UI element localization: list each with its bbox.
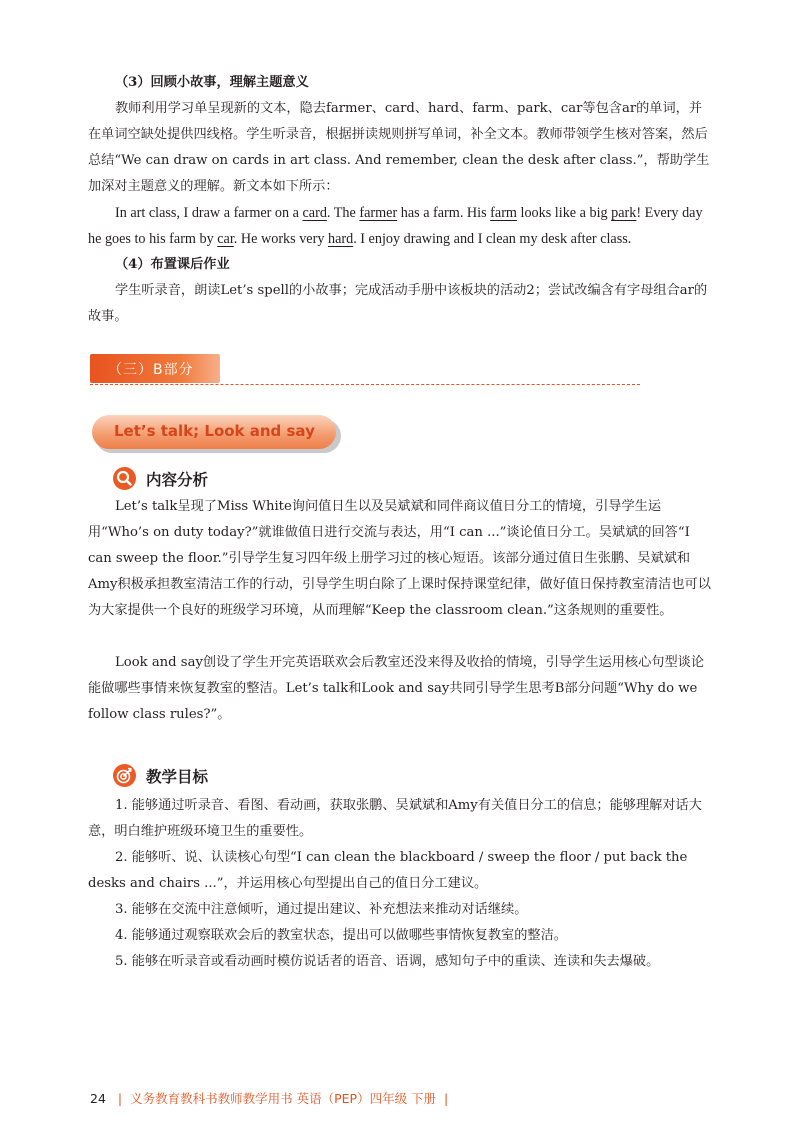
section-banner [90, 354, 220, 383]
goal-item-1: 1. 能够通过听录音、看图、看动画，获取张鹏、吴斌斌和Amy有关值日分工的信息；能够理解对话大意，明白维护班级环境卫生的重要性。 [88, 798, 702, 839]
goals-heading-text: 教学目标 [146, 768, 209, 786]
footer-separator-end: | [444, 1091, 449, 1106]
goal-item-4: 4. 能够通过观察联欢会后的教室状态，提出可以做哪些事情恢复教室的整洁。 [115, 928, 567, 943]
blank-word-park: park [611, 205, 637, 221]
homework-paragraph: 学生听录音，朗读Let’s spell的小故事；完成活动手册中该板块的活动2；尝试改编含有字母组合ar的故事。 [88, 283, 708, 324]
page-footer [90, 1089, 448, 1107]
section-banner-label: （三）B部分 [108, 362, 194, 378]
blank-word-car: car [217, 231, 234, 247]
book-title: 义务教育教科书教师教学用书 英语（PEP）四年级 下册 [130, 1091, 437, 1106]
section-divider [90, 384, 640, 385]
review-paragraph: 教师利用学习单呈现新的文本，隐去farmer、card、hard、farm、park、car等包含ar的单词，并在单词空缺处提供四线格。学生听录音，根据拼读规则拼写单词，补全文本。教师带领学生核对答案，然后总结“We can draw on cards in art class. And remember, clean the desk after class.”，帮助学生加深对主题意义的理解。新文本如下所示： [88, 101, 710, 194]
analysis-paragraph-2: Look and say创设了学生开完英语联欢会后教室还没来得及收拾的情境，引导学生运用核心句型谈论能做哪些事情来恢复教室的整洁。Let’s talk和Look and say共同引导学生思考B部分问题“Why do we follow class rules?”。 [88, 655, 705, 722]
target-icon [113, 764, 136, 787]
page-number: 24 [90, 1091, 106, 1106]
search-icon [113, 467, 136, 490]
goal-item-2: 2. 能够听、说、认读核心句型“I can clean the blackboard / sweep the floor / put back the desks and chairs ...”，并运用核心句型提出自己的值日分工建议。 [88, 850, 688, 891]
footer-separator: | [117, 1091, 123, 1106]
blank-word-card: card [302, 205, 327, 221]
analysis-paragraph-1: Let’s talk呈现了Miss White询问值日生以及吴斌斌和同伴商议值日分工的情境，引导学生运用“Who’s on duty today?”就谁做值日进行交流与表达，用“I can ...”谈论值日分工。吴斌斌的回答“I can sweep the floor.”引导学生复习四年级上册学习过的核心短语。该部分通过值日生张鹏、吴斌斌和Amy积极承担教室清洁工作的行动，引导学生明白除了上课时保持课堂纪律，做好值日保持教室清洁也可以为大家提供一个良好的班级学习环境，从而理解“Keep the classroom clean.”这条规则的重要性。 [88, 499, 711, 618]
goal-item-5: 5. 能够在听录音或看动画时模仿说话者的语音、语调，感知句子中的重读、连读和失去爆破。 [115, 954, 660, 969]
review-heading: （3）回顾小故事，理解主题意义 [115, 75, 309, 90]
goal-item-3: 3. 能够在交流中注意倾听，通过提出建议、补充想法来推动对话继续。 [115, 902, 528, 917]
blank-word-farmer: farmer [359, 205, 398, 221]
activity-label-text: Let’s talk; Look and say [114, 422, 315, 440]
homework-heading: （4）布置课后作业 [115, 257, 230, 272]
blank-word-farm: farm [490, 205, 517, 221]
new-story-text: In art class, I draw a farmer on a card. The farmer has a farm. His farm looks like a big park! Every day he goes to his farm by car. He works very hard. I enjoy drawing and I clean my desk after class. [88, 205, 703, 247]
analysis-heading-text: 内容分析 [146, 471, 209, 489]
activity-label [92, 415, 336, 449]
blank-word-hard: hard [327, 231, 354, 247]
